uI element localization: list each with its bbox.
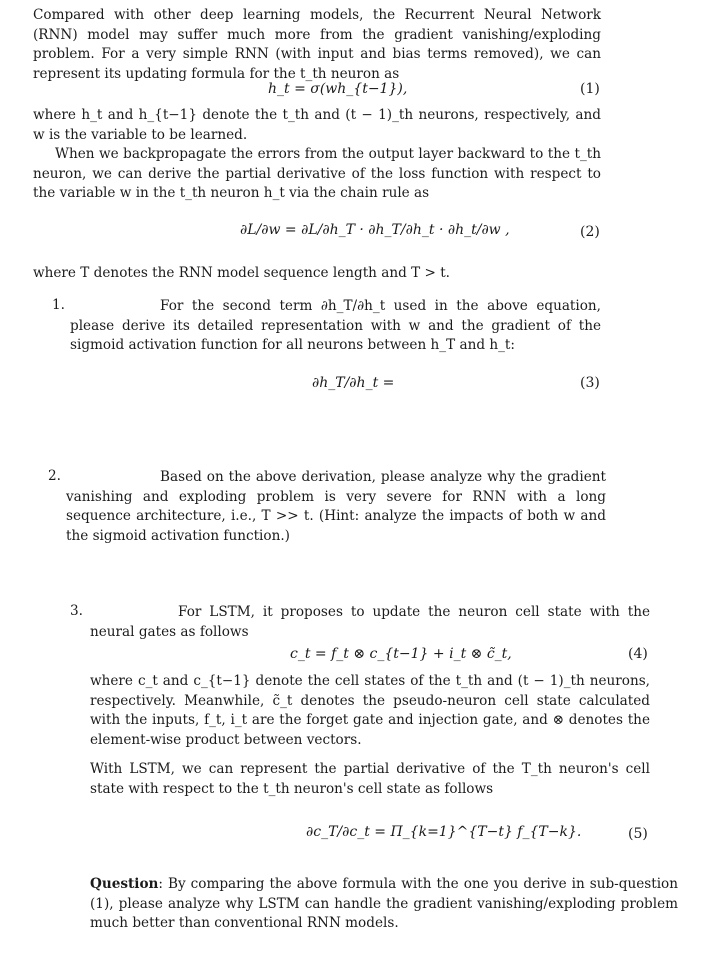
intro-paragraph-3 <box>33 145 601 204</box>
equation-2-body: ∂L/∂w = ∂L/∂h_T · ∂h_T/∂h_t · ∂h_t/∂w , <box>240 222 510 238</box>
question-1-number: 1. <box>52 297 65 313</box>
question-3-p3-text: With LSTM, we can represent the partial derivative of the T_th neuron's cell state with respect to the t_th neuron's cell state as follows <box>90 761 650 797</box>
equation-2 <box>240 222 510 238</box>
question-3-final-question <box>90 875 678 934</box>
intro-paragraph-4 <box>33 264 601 284</box>
question-3-paragraph-3 <box>90 760 650 799</box>
intro-paragraph-1 <box>33 6 601 84</box>
question-2-number: 2. <box>48 468 61 484</box>
equation-1 <box>268 81 407 97</box>
equation-3 <box>312 375 394 391</box>
intro-p4-text: where T denotes the RNN model sequence length and T > t. <box>33 265 451 281</box>
intro-p3-text: When we backpropagate the errors from the output layer backward to the t_th neuron, we can derive the partial derivative of the loss function with respect to the variable w in the t_th neuron h_t via the chain rule as <box>33 146 601 201</box>
question-label: Question <box>90 876 159 892</box>
question-final-text: : By comparing the above formula with the one you derive in sub-question (1), please analyze why LSTM can handle the gradient vanishing/exploding problem much better than conventional RNN models. <box>90 876 678 931</box>
equation-5 <box>306 824 581 840</box>
question-3-paragraph-2 <box>90 672 650 750</box>
intro-p2-text: where h_t and h_{t−1} denote the t_th and (t − 1)_th neurons, respectively, and w is the variable to be learned. <box>33 107 601 143</box>
question-3-text <box>90 603 650 642</box>
intro-p1-text: Compared with other deep learning models, the Recurrent Neural Network (RNN) model may suffer much more from the gradient vanishing/exploding problem. For a very simple RNN (with input and bias terms removed), we can represent its updating formula for the t_th neuron as <box>33 7 601 82</box>
question-1-body: For the second term ∂h_T/∂h_t used in the above equation, please derive its detailed representation with w and the gradient of the sigmoid activation function for all neurons between h_T and h_t: <box>70 298 601 353</box>
equation-3-number: (3) <box>580 375 600 391</box>
equation-1-body: h_t = σ(wh_{t−1}), <box>268 81 408 97</box>
question-2-text <box>66 468 606 546</box>
equation-5-number: (5) <box>628 826 648 842</box>
question-1-text <box>70 297 601 356</box>
equation-5-body: ∂c_T/∂c_t = Π_{k=1}^{T−t} f_{T−k}. <box>306 824 582 840</box>
intro-paragraph-2 <box>33 106 601 145</box>
question-3-number: 3. <box>70 603 83 619</box>
question-3-body: For LSTM, it proposes to update the neuron cell state with the neural gates as follows <box>90 604 650 640</box>
equation-1-number: (1) <box>580 81 600 97</box>
equation-4-body: c_t = f_t ⊗ c_{t−1} + i_t ⊗ c̃_t, <box>290 646 512 662</box>
equation-4 <box>290 646 512 662</box>
equation-2-number: (2) <box>580 224 600 240</box>
equation-3-body: ∂h_T/∂h_t = <box>312 375 395 391</box>
question-3-p2-text: where c_t and c_{t−1} denote the cell states of the t_th and (t − 1)_th neurons, respectively. Meanwhile, c̃_t denotes the pseudo-neuron cell state calculated with the inputs, f_t, i_t are the forget gate and injection gate, and ⊗ denotes the element-wise product between vectors. <box>90 673 650 748</box>
equation-4-number: (4) <box>628 646 648 662</box>
question-2-body: Based on the above derivation, please analyze why the gradient vanishing and exploding problem is very severe for RNN with a long sequence architecture, i.e., T >> t. (Hint: analyze the impacts of both w and the sigmoid activation function.) <box>66 469 606 544</box>
